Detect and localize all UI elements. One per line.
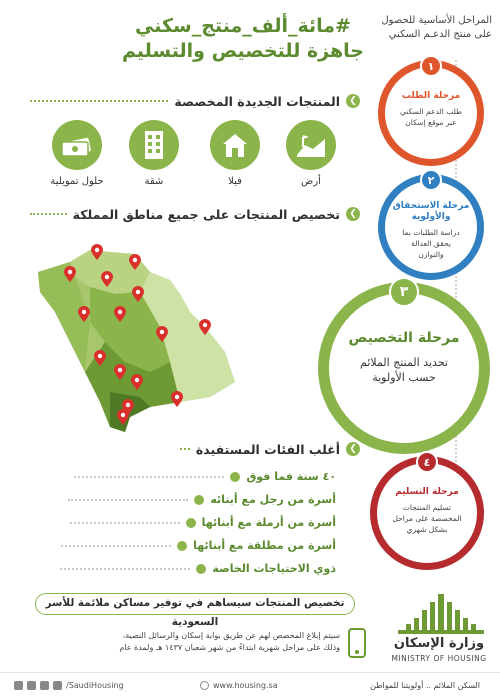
- dotted-line: [61, 545, 171, 547]
- beneficiary-label: أسرة من رجل مع أبنائه: [210, 493, 336, 506]
- map-pin-icon: [132, 286, 144, 306]
- beneficiary-label: أسرة من أرملة مع أبنائها: [201, 516, 336, 529]
- beneficiary-item: [68, 489, 336, 511]
- headline-subtitle: جاهزة للتخصيص والتسليم: [122, 40, 364, 62]
- product-label: أرض: [301, 176, 321, 187]
- map-title: تخصيص المنتجات على جميع مناطق المملكة: [72, 206, 340, 222]
- product-villa: [206, 120, 264, 187]
- twitter-icon[interactable]: [53, 681, 62, 690]
- map-pin-icon: [117, 409, 129, 429]
- map-pin-icon: [114, 364, 126, 384]
- product-label: فيلا: [228, 176, 242, 187]
- facebook-icon[interactable]: [40, 681, 49, 690]
- beneficiary-item: [61, 535, 336, 557]
- step-number: ٣: [389, 277, 419, 307]
- step-title: مرحلة التسليم: [395, 487, 459, 497]
- ministry-name-ar: وزارة الإسكان: [393, 636, 485, 651]
- map-pin-icon: [131, 374, 143, 394]
- villa-icon: [210, 120, 260, 170]
- map-pin-icon: [78, 306, 90, 326]
- bullet-icon: [186, 518, 196, 528]
- phone-icon: [348, 628, 366, 658]
- ministry-name-en: MINISTRY OF HOUSING: [391, 654, 487, 663]
- land-icon: [286, 120, 336, 170]
- dotted-line: [74, 476, 224, 478]
- divider: [180, 448, 190, 450]
- map-pin-icon: [101, 271, 113, 291]
- step-number: ١: [420, 55, 442, 77]
- youtube-icon[interactable]: [27, 681, 36, 690]
- step-title: مرحلة التخصيص: [348, 330, 460, 346]
- divider: [30, 213, 67, 215]
- website-link[interactable]: [200, 681, 278, 690]
- dotted-line: [68, 499, 188, 501]
- beneficiary-label: ٤٠ سنة فما فوق: [246, 470, 336, 483]
- note-line: سيتم إبلاغ المخصص لهم عن طريق بوابة إسكان والرسائل النصية،: [122, 631, 340, 640]
- divider: [30, 100, 168, 102]
- map-pin-icon: [129, 254, 141, 274]
- process-title: المراحل الأساسية للحصول على منتج الدعـم السكني: [381, 15, 492, 40]
- instagram-icon[interactable]: [14, 681, 23, 690]
- apartment-icon: [129, 120, 179, 170]
- globe-icon: [200, 681, 209, 690]
- step-title: مرحلة الاستحقاق والأولوية: [392, 201, 470, 222]
- step-1: [378, 60, 484, 166]
- note-line: وذلك على مراحل شهرية ابتداءً من شهر شعبان ١٤٣٧ هـ ولمدة عام: [119, 643, 340, 652]
- finance-icon: [52, 120, 102, 170]
- summary-banner: تخصيص المنتجات سيساهم في توفير مساكن ملائمة للأسر السعودية: [35, 593, 355, 615]
- dotted-line: [60, 568, 190, 570]
- notification-note: [40, 630, 340, 654]
- step-2: [378, 174, 484, 280]
- step-desc: طلب الدعم السكني عبر موقع إسكان: [399, 107, 463, 127]
- step-desc: تسليم المنتجات المخصصة على مراحل بشكل شهري: [392, 503, 462, 534]
- beneficiary-item: [60, 558, 336, 580]
- step-number: ٢: [420, 169, 442, 191]
- bullet-icon: [230, 472, 240, 482]
- step-3: [318, 282, 490, 454]
- social-links: [14, 681, 124, 690]
- products-header: [30, 90, 360, 112]
- website-url[interactable]: www.housing.sa: [213, 681, 278, 690]
- dotted-line: [70, 522, 180, 524]
- step-desc: تحديد المنتج الملائم حسب الأولوية: [360, 356, 448, 384]
- step-4: [370, 456, 484, 570]
- products-title: المنتجات الجديدة المخصصة: [174, 93, 340, 109]
- map-pin-icon: [91, 244, 103, 264]
- headline-hashtag: #مائة_ألف_منتج_سكني: [135, 15, 351, 37]
- map-header: [30, 203, 360, 225]
- step-number: ٤: [416, 451, 438, 473]
- map-pin-icon: [156, 326, 168, 346]
- bullet-icon: [196, 564, 206, 574]
- product-label: شقة: [144, 176, 164, 187]
- step-title: مرحلة الطلب: [401, 91, 461, 101]
- ministry-logo-icon: [394, 592, 490, 636]
- product-land: [282, 120, 340, 187]
- beneficiaries-title: أغلب الفئات المستفيدة: [195, 441, 340, 457]
- map-pin-icon: [114, 306, 126, 326]
- footer: [0, 672, 500, 700]
- chevron-icon: ❮: [346, 207, 360, 221]
- chevron-icon: ❮: [346, 442, 360, 456]
- map-pin-icon: [94, 350, 106, 370]
- map-pin-icon: [171, 391, 183, 411]
- beneficiary-item: [70, 512, 336, 534]
- ministry-slogan: السكن الملائم .. أولويتنا للمواطن: [370, 681, 480, 690]
- product-label: حلول تمويلية: [50, 176, 104, 187]
- beneficiary-item: [74, 466, 336, 488]
- social-handle[interactable]: /SaudiHousing: [66, 681, 124, 690]
- beneficiaries-header: [180, 438, 360, 460]
- product-apartment: [125, 120, 183, 187]
- headline: [118, 14, 368, 64]
- beneficiary-label: أسرة من مطلقة مع أبنائها: [193, 539, 336, 552]
- product-finance: [42, 120, 112, 187]
- bullet-icon: [194, 495, 204, 505]
- step-desc: دراسة الطلبات بما يحقق العدالة والتوازن: [402, 228, 460, 259]
- map-pin-icon: [64, 266, 76, 286]
- bullet-icon: [177, 541, 187, 551]
- beneficiary-label: ذوي الاحتياجات الخاصة: [212, 562, 336, 575]
- map-pin-icon: [199, 319, 211, 339]
- chevron-icon: ❮: [346, 94, 360, 108]
